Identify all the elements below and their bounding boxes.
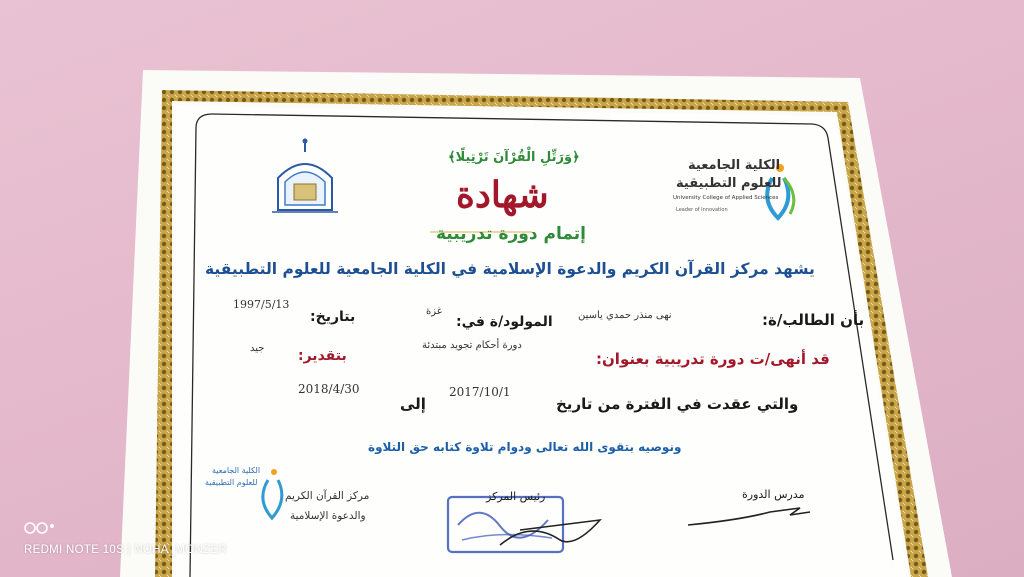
grade-label: بتقدير: [298, 348, 347, 364]
course-title: دورة أحكام تجويد مبتدئة [422, 340, 522, 351]
closing-statement: ونوصيه بتقوى الله تعالى ودوام تلاوة كتابه حق التلاوة [368, 440, 682, 454]
college-name-line1: الكلية الجامعية [688, 158, 781, 173]
student-name: نهى منذر حمدي ياسين [578, 310, 672, 321]
camera-watermark-icon [25, 523, 54, 533]
course-teacher-label: مدرس الدورة [742, 488, 805, 501]
college-name-line2: للعلوم التطبيقية [676, 176, 782, 191]
center-head-label: رئيس المركز [486, 490, 546, 503]
birth-place: غزة [426, 306, 442, 317]
stamp-line1: الكلية الجامعية [212, 466, 261, 475]
main-statement: يشهد مركز القرآن الكريم والدعوة الإسلامية في الكلية الجامعية للعلوم التطبيقية [205, 260, 815, 278]
camera-watermark: REDMI NOTE 10S | NOHA_MONZER [24, 544, 228, 556]
period-to-label: إلى [400, 395, 426, 413]
stamp-line2: للعلوم التطبيقية [205, 478, 258, 487]
stamp-line4: والدعوة الإسلامية [290, 510, 366, 522]
stamp-line3: مركز القرآن الكريم [285, 490, 370, 502]
date-label: بتاريخ: [310, 309, 356, 325]
grade-value: جيد [250, 343, 265, 354]
college-name-en: University College of Applied Sciences [673, 195, 779, 201]
period-from: 2017/10/1 [449, 385, 511, 399]
birth-label: المولود/ة في: [456, 314, 553, 330]
certificate-title: شهادة [456, 174, 549, 216]
student-label: بأن الطالب/ة: [762, 311, 865, 329]
period-to: 2018/4/30 [298, 382, 360, 396]
quran-verse: ﴿وَرَتِّلِ الْقُرْآنَ تَرْتِيلًا﴾ [448, 150, 580, 165]
course-label: قد أنهى/ت دورة تدريبية بعنوان: [596, 350, 830, 368]
period-label: والتي عقدت في الفترة من تاريخ [556, 395, 799, 413]
birth-date: 1997/5/13 [233, 298, 290, 311]
college-slogan: Leader of Innovation [676, 207, 728, 213]
certificate-subtitle: إتمام دورة تدريبية [436, 224, 586, 244]
